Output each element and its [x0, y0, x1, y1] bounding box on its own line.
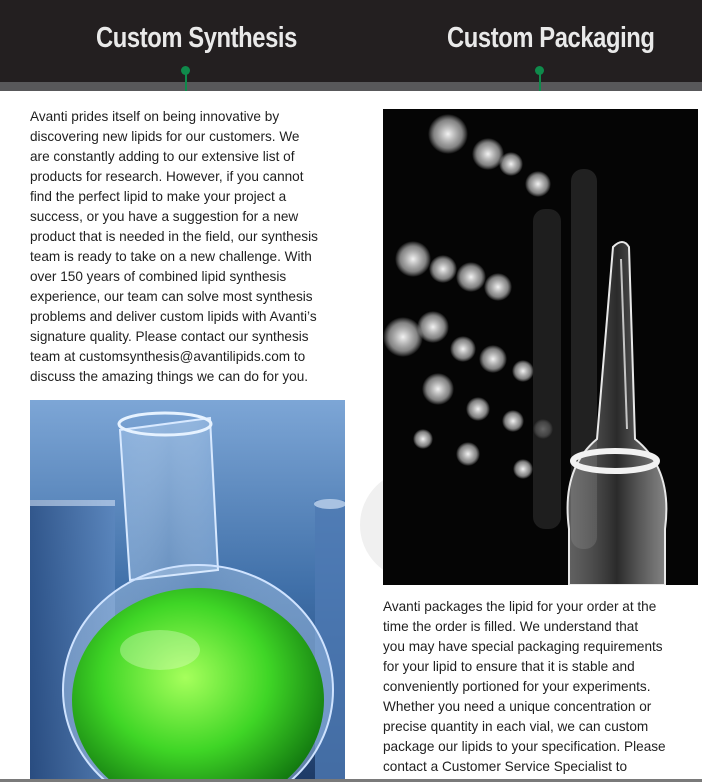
custom-synthesis-paragraph	[30, 107, 342, 387]
custom-packaging-paragraph	[383, 597, 695, 777]
pin-dot	[535, 66, 544, 75]
text-line: package our lipids to your specification. Please	[383, 739, 666, 754]
text-line: product that is needed in the field, our synthesis	[30, 229, 318, 244]
pin-dot	[181, 66, 190, 75]
text-line: problems and deliver custom lipids with Avanti’s	[30, 309, 317, 324]
text-line: team at customsynthesis@avantilipids.com to	[30, 349, 306, 364]
header-divider	[0, 82, 702, 91]
text-line: Avanti packages the lipid for your order at the	[383, 599, 657, 614]
text-line: team is ready to take on a new challenge. With	[30, 249, 312, 264]
text-line: conveniently portioned for your experiments.	[383, 679, 651, 694]
text-line: Whether you need a unique concentration or	[383, 699, 652, 714]
text-line: for your lipid to ensure that it is stable and	[383, 659, 635, 674]
ampoule-photo	[383, 109, 698, 585]
text-line: products for research. However, if you cannot	[30, 169, 304, 184]
custom-packaging-heading: Custom Packaging	[447, 22, 655, 54]
text-line: discuss the amazing things we can do for you.	[30, 369, 309, 384]
text-line: are constantly adding to our extensive list of	[30, 149, 295, 164]
text-line: precise quantity in each vial, we can custom	[383, 719, 649, 734]
text-line: success, or you have a suggestion for a new	[30, 209, 299, 224]
text-line: time the order is filled. We understand that	[383, 619, 639, 634]
text-line: contact a Customer Service Specialist to	[383, 759, 628, 774]
text-line: signature quality. Please contact our synthesis	[30, 329, 309, 344]
text-line: experience, our team can solve most synthesis	[30, 289, 313, 304]
text-line: over 150 years of combined lipid synthesis	[30, 269, 287, 284]
flask-illustration	[30, 400, 345, 782]
custom-synthesis-heading: Custom Synthesis	[96, 22, 297, 54]
text-line: you may have special packaging requirements	[383, 639, 663, 654]
text-line: discovering new lipids for our customers. We	[30, 129, 300, 144]
ampoule-illustration	[383, 109, 698, 585]
flask-photo	[30, 400, 345, 782]
text-line: find the perfect lipid to make your project a	[30, 189, 287, 204]
text-line: Avanti prides itself on being innovative by	[30, 109, 280, 124]
